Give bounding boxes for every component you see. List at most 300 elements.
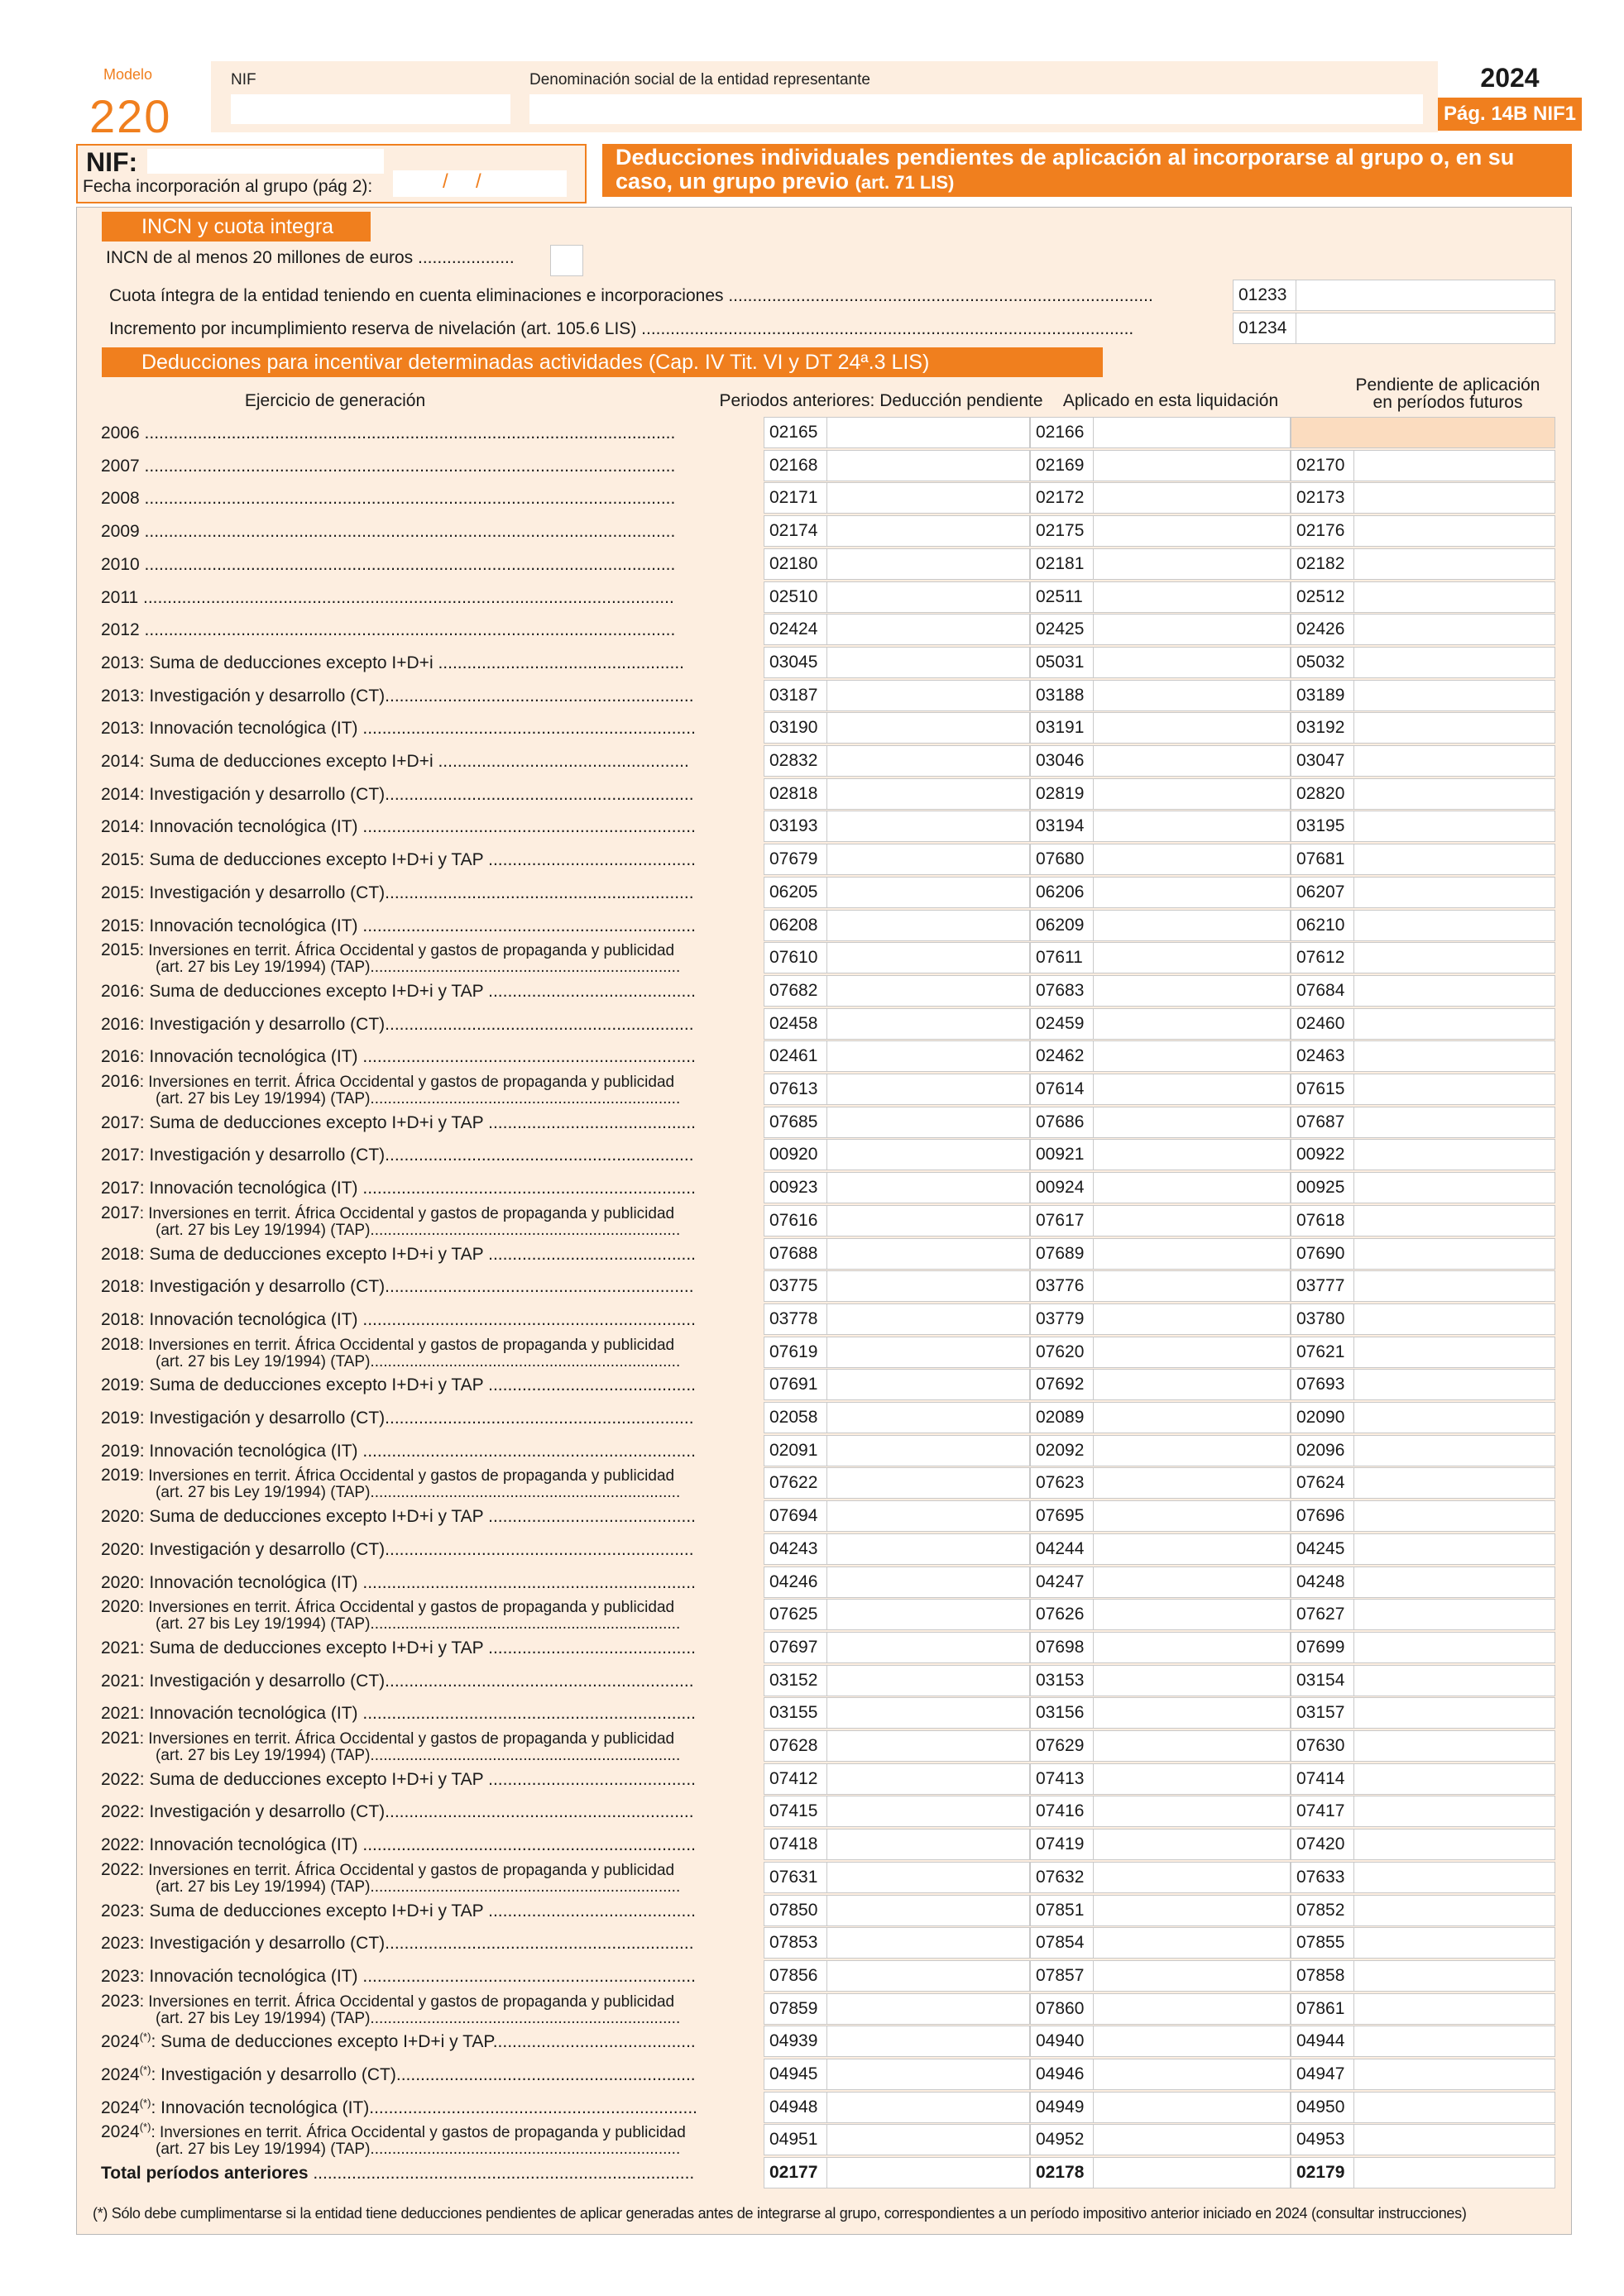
total-aplicado-field[interactable] bbox=[1030, 2157, 1291, 2188]
deduction-anteriores-field[interactable] bbox=[764, 1829, 1030, 1860]
deduction-anteriores-field[interactable] bbox=[764, 2059, 1030, 2090]
deduction-pendiente-field[interactable] bbox=[1291, 482, 1555, 514]
deduction-anteriores-field[interactable] bbox=[764, 2092, 1030, 2123]
deduction-aplicado-field[interactable] bbox=[1030, 942, 1291, 973]
deduction-anteriores-field[interactable] bbox=[764, 1270, 1030, 1302]
deduction-row-text: : Innovación tecnológica (IT) ..................................................................... bbox=[139, 817, 696, 836]
deduction-anteriores-field[interactable] bbox=[764, 1796, 1030, 1827]
deduction-pendiente-field[interactable] bbox=[1291, 647, 1555, 678]
deduction-aplicado-field[interactable] bbox=[1030, 1862, 1291, 1893]
field-code: 03156 bbox=[1031, 1698, 1094, 1728]
deduction-anteriores-field[interactable] bbox=[764, 548, 1030, 580]
deduction-pendiente-field[interactable] bbox=[1291, 515, 1555, 547]
field-code: 06209 bbox=[1031, 911, 1094, 940]
total-anteriores-field[interactable] bbox=[764, 2157, 1030, 2188]
deduction-row-text: : Inversiones en territ. África Occidental y gastos de propaganda y publicidad bbox=[151, 2124, 686, 2141]
deduction-row-year: 2021 bbox=[101, 1672, 140, 1691]
field-code: 03779 bbox=[1031, 1304, 1094, 1334]
field-code: 07850 bbox=[764, 1896, 827, 1925]
deduction-anteriores-field[interactable] bbox=[764, 1467, 1030, 1499]
field-code: 02181 bbox=[1031, 549, 1094, 579]
deduction-aplicado-field[interactable] bbox=[1030, 1008, 1291, 1040]
deduction-row-label-line bbox=[101, 1238, 755, 1263]
deduction-row-year: 2018 bbox=[101, 1310, 140, 1329]
deduction-row-year: 2016 bbox=[101, 982, 140, 1001]
deduction-row-label bbox=[101, 1796, 755, 1827]
nif-input[interactable] bbox=[231, 94, 510, 124]
deduction-row-label-line bbox=[101, 647, 755, 672]
field-code: 07684 bbox=[1291, 976, 1354, 1006]
deduction-pendiente-field[interactable] bbox=[1291, 1500, 1555, 1532]
deduction-row-text: : Investigación y desarrollo (CT)................................................................ bbox=[139, 1672, 694, 1691]
total-pendiente-field[interactable] bbox=[1291, 2157, 1555, 2188]
incn-row-label: Incremento por incumplimiento reserva de nivelación (art. 105.6 LIS) ...................................................................................................... bbox=[109, 319, 1134, 338]
deduction-anteriores-field[interactable] bbox=[764, 877, 1030, 908]
field-code: 07622 bbox=[764, 1468, 827, 1498]
deduction-row-label-line2: (art. 27 bis Ley 19/1994) (TAP)....................................................................... bbox=[156, 1878, 681, 1896]
deduction-aplicado-field[interactable] bbox=[1030, 680, 1291, 711]
deduction-aplicado-field[interactable] bbox=[1030, 1895, 1291, 1926]
deduction-anteriores-field[interactable] bbox=[764, 1435, 1030, 1466]
field-code: 03775 bbox=[764, 1271, 827, 1301]
field-code: 04245 bbox=[1291, 1534, 1354, 1564]
deduction-anteriores-field[interactable] bbox=[764, 1172, 1030, 1203]
deduction-anteriores-field[interactable] bbox=[764, 1599, 1030, 1630]
deduction-aplicado-field[interactable] bbox=[1030, 1139, 1291, 1170]
field-code: 03776 bbox=[1031, 1271, 1094, 1301]
field-code: 07856 bbox=[764, 1961, 827, 1991]
field-code: 07693 bbox=[1291, 1370, 1354, 1399]
deduction-aplicado-field[interactable] bbox=[1030, 745, 1291, 777]
deduction-row-text: : Innovación tecnológica (IT).................................................................... bbox=[151, 2098, 697, 2117]
deduction-anteriores-field[interactable] bbox=[764, 778, 1030, 810]
deduction-anteriores-field[interactable] bbox=[764, 1665, 1030, 1696]
deduction-row-label bbox=[101, 548, 755, 580]
deduction-row-text: .............................................................................................................. bbox=[139, 620, 676, 639]
field-code: 07420 bbox=[1291, 1830, 1354, 1859]
deduction-anteriores-field[interactable] bbox=[764, 1205, 1030, 1236]
deduction-pendiente-field[interactable] bbox=[1291, 417, 1555, 448]
field-code: 07857 bbox=[1031, 1961, 1094, 1991]
deduction-aplicado-field[interactable] bbox=[1030, 1337, 1291, 1368]
deduction-pendiente-field[interactable] bbox=[1291, 1172, 1555, 1203]
deduction-row-label bbox=[101, 450, 755, 481]
deduction-pendiente-field[interactable] bbox=[1291, 1008, 1555, 1040]
deduction-aplicado-field[interactable] bbox=[1030, 1567, 1291, 1598]
deduction-row-label-line bbox=[101, 877, 755, 902]
deduction-row-label bbox=[101, 1500, 755, 1532]
field-code: 07629 bbox=[1031, 1731, 1094, 1761]
deduction-aplicado-field[interactable] bbox=[1030, 1270, 1291, 1302]
deduction-pendiente-field[interactable] bbox=[1291, 1533, 1555, 1565]
deduction-pendiente-field[interactable] bbox=[1291, 1435, 1555, 1466]
deduction-pendiente-field[interactable] bbox=[1291, 548, 1555, 580]
deduction-aplicado-field[interactable] bbox=[1030, 581, 1291, 613]
deduction-pendiente-field[interactable] bbox=[1291, 581, 1555, 613]
field-code: 04244 bbox=[1031, 1534, 1094, 1564]
deduction-aplicado-field[interactable] bbox=[1030, 778, 1291, 810]
deduction-row-label-line bbox=[101, 1107, 755, 1131]
deduction-anteriores-field[interactable] bbox=[764, 1632, 1030, 1663]
deduction-aplicado-field[interactable] bbox=[1030, 1665, 1291, 1696]
deduction-aplicado-field[interactable] bbox=[1030, 2092, 1291, 2123]
deduction-aplicado-field[interactable] bbox=[1030, 1960, 1291, 1992]
field-code: 07618 bbox=[1291, 1206, 1354, 1236]
deduction-row-label-line bbox=[101, 417, 755, 442]
deduction-row-label-line2: (art. 27 bis Ley 19/1994) (TAP)....................................................................... bbox=[156, 2141, 681, 2158]
deduction-pendiente-field[interactable] bbox=[1291, 877, 1555, 908]
deduction-row-year: 2016 bbox=[101, 1015, 140, 1034]
deduction-anteriores-field[interactable] bbox=[764, 1369, 1030, 1400]
deduction-row-label bbox=[101, 1435, 755, 1466]
deduction-pendiente-field[interactable] bbox=[1291, 1960, 1555, 1992]
deduction-pendiente-field[interactable] bbox=[1291, 1205, 1555, 1236]
deduction-row-text: : Investigación y desarrollo (CT)................................................................ bbox=[139, 1540, 694, 1559]
deduction-row-text: : Investigación y desarrollo (CT)................................................................ bbox=[139, 1934, 694, 1953]
deduction-aplicado-field[interactable] bbox=[1030, 417, 1291, 448]
deduction-row-label-line bbox=[101, 614, 755, 639]
deduction-pendiente-field[interactable] bbox=[1291, 778, 1555, 810]
deduction-row-label bbox=[101, 811, 755, 842]
deduction-aplicado-field[interactable] bbox=[1030, 1467, 1291, 1499]
deduction-aplicado-field[interactable] bbox=[1030, 1599, 1291, 1630]
deduction-aplicado-field[interactable] bbox=[1030, 1763, 1291, 1795]
deduction-aplicado-field[interactable] bbox=[1030, 647, 1291, 678]
deduction-row-label-line2: (art. 27 bis Ley 19/1994) (TAP)....................................................................... bbox=[156, 2010, 681, 2027]
deduction-anteriores-field[interactable] bbox=[764, 614, 1030, 645]
field-code: 02460 bbox=[1291, 1009, 1354, 1039]
deduction-pendiente-field[interactable] bbox=[1291, 1107, 1555, 1138]
deduction-row-label-line bbox=[101, 844, 755, 868]
deduction-aplicado-field[interactable] bbox=[1030, 450, 1291, 481]
field-code: 02173 bbox=[1291, 483, 1354, 513]
field-code: 04944 bbox=[1291, 2026, 1354, 2056]
year-box: 2024 bbox=[1438, 61, 1582, 94]
deduction-pendiente-field[interactable] bbox=[1291, 2026, 1555, 2057]
deduction-row-year: 2013 bbox=[101, 653, 140, 672]
deduction-aplicado-field[interactable] bbox=[1030, 1402, 1291, 1433]
field-code: 02092 bbox=[1031, 1436, 1094, 1466]
field-code: 04945 bbox=[764, 2059, 827, 2089]
deduction-row-year: 2017 bbox=[101, 1146, 140, 1165]
deduction-pendiente-field[interactable] bbox=[1291, 942, 1555, 973]
deduction-row-text: : Suma de deducciones excepto I+D+i y TAP ........................................... bbox=[139, 1638, 697, 1657]
deduction-row-text: .............................................................................................................. bbox=[139, 423, 676, 442]
deduction-pendiente-field[interactable] bbox=[1291, 1270, 1555, 1302]
deduction-anteriores-field[interactable] bbox=[764, 1730, 1030, 1762]
deduction-anteriores-field[interactable] bbox=[764, 647, 1030, 678]
deduction-row-year: 2019 bbox=[101, 1442, 140, 1461]
field-code: 07694 bbox=[764, 1501, 827, 1531]
deduction-row-year: 2017 bbox=[101, 1203, 140, 1222]
deduction-pendiente-field[interactable] bbox=[1291, 1303, 1555, 1335]
deduction-row-year: 2020 bbox=[101, 1507, 140, 1526]
deduction-row-text: : Inversiones en territ. África Occidental y gastos de propaganda y publicidad bbox=[139, 1730, 675, 1748]
field-code: 07416 bbox=[1031, 1796, 1094, 1826]
deduction-pendiente-field[interactable] bbox=[1291, 1927, 1555, 1959]
deduction-row-label-line bbox=[101, 1796, 755, 1820]
deduction-row-label-line bbox=[101, 1074, 755, 1091]
deduction-pendiente-field[interactable] bbox=[1291, 1697, 1555, 1729]
deduction-pendiente-field[interactable] bbox=[1291, 1829, 1555, 1860]
deduction-row-year: 2022 bbox=[101, 1860, 140, 1879]
field-code: 06206 bbox=[1031, 878, 1094, 907]
field-code: 02818 bbox=[764, 779, 827, 809]
deduction-aplicado-field[interactable] bbox=[1030, 1993, 1291, 2025]
deduction-pendiente-field[interactable] bbox=[1291, 1796, 1555, 1827]
deduction-anteriores-field[interactable] bbox=[764, 1303, 1030, 1335]
deduction-row-year: 2015 bbox=[101, 940, 140, 959]
deduction-aplicado-field[interactable] bbox=[1030, 515, 1291, 547]
deduction-pendiente-field[interactable] bbox=[1291, 614, 1555, 645]
deduction-row-label-line bbox=[101, 1533, 755, 1558]
deduction-row-label-line bbox=[101, 1303, 755, 1328]
deduction-aplicado-field[interactable] bbox=[1030, 1172, 1291, 1203]
deduction-anteriores-field[interactable] bbox=[764, 1960, 1030, 1992]
deduction-aplicado-field[interactable] bbox=[1030, 1303, 1291, 1335]
deduction-aplicado-field[interactable] bbox=[1030, 548, 1291, 580]
deduction-anteriores-field[interactable] bbox=[764, 1337, 1030, 1368]
deduction-row-label bbox=[101, 940, 755, 976]
field-code: 07631 bbox=[764, 1863, 827, 1892]
field-code: 02512 bbox=[1291, 582, 1354, 612]
deduction-pendiente-field[interactable] bbox=[1291, 450, 1555, 481]
total-row-label bbox=[101, 2165, 755, 2182]
deduction-anteriores-field[interactable] bbox=[764, 975, 1030, 1007]
deduction-anteriores-field[interactable] bbox=[764, 1074, 1030, 1105]
field-code: 02463 bbox=[1291, 1041, 1354, 1071]
deduction-pendiente-field[interactable] bbox=[1291, 1895, 1555, 1926]
deduction-anteriores-field[interactable] bbox=[764, 1862, 1030, 1893]
deduction-anteriores-field[interactable] bbox=[764, 844, 1030, 875]
incn-row-field[interactable] bbox=[1233, 313, 1555, 344]
deduction-aplicado-field[interactable] bbox=[1030, 2026, 1291, 2057]
deduction-aplicado-field[interactable] bbox=[1030, 482, 1291, 514]
deduction-anteriores-field[interactable] bbox=[764, 1895, 1030, 1926]
deduction-aplicado-field[interactable] bbox=[1030, 1074, 1291, 1105]
deduction-anteriores-field[interactable] bbox=[764, 1040, 1030, 1072]
field-code: 07613 bbox=[764, 1074, 827, 1104]
col-pendiente-header-2: en períodos futuros bbox=[1372, 393, 1523, 412]
fecha-incorporacion-input[interactable] bbox=[393, 170, 567, 197]
deduction-aplicado-field[interactable] bbox=[1030, 2059, 1291, 2090]
deduction-row-year: 2009 bbox=[101, 522, 140, 541]
deduction-aplicado-field[interactable] bbox=[1030, 1435, 1291, 1466]
field-code: 03189 bbox=[1291, 681, 1354, 710]
deduction-aplicado-field[interactable] bbox=[1030, 844, 1291, 875]
deduction-pendiente-field[interactable] bbox=[1291, 844, 1555, 875]
field-code: 07419 bbox=[1031, 1830, 1094, 1859]
deduction-row-year: 2018 bbox=[101, 1277, 140, 1296]
field-code: 07858 bbox=[1291, 1961, 1354, 1991]
field-code: 07617 bbox=[1031, 1206, 1094, 1236]
deduction-pendiente-field[interactable] bbox=[1291, 1337, 1555, 1368]
deduction-aplicado-field[interactable] bbox=[1030, 1730, 1291, 1762]
field-code: 07611 bbox=[1031, 943, 1094, 973]
field-code: 07415 bbox=[764, 1796, 827, 1826]
nif-label: NIF bbox=[231, 71, 256, 88]
deduction-anteriores-field[interactable] bbox=[764, 745, 1030, 777]
deduction-anteriores-field[interactable] bbox=[764, 1993, 1030, 2025]
deduction-row-label bbox=[101, 1040, 755, 1072]
deduction-anteriores-field[interactable] bbox=[764, 2124, 1030, 2155]
field-code: 04950 bbox=[1291, 2093, 1354, 2122]
deduction-row-label-line bbox=[101, 1730, 755, 1748]
deduction-anteriores-field[interactable] bbox=[764, 2026, 1030, 2057]
deduction-anteriores-field[interactable] bbox=[764, 482, 1030, 514]
deducciones-section-title: Deducciones para incentivar determinadas actividades (Cap. IV Tit. VI y DT 24ª.3 LIS) bbox=[102, 347, 1103, 377]
deduction-row-text: : Investigación y desarrollo (CT)................................................................ bbox=[139, 1409, 694, 1428]
denominacion-label: Denominación social de la entidad representante bbox=[529, 71, 870, 88]
deduction-anteriores-field[interactable] bbox=[764, 1500, 1030, 1532]
deduction-aplicado-field[interactable] bbox=[1030, 1697, 1291, 1729]
deduction-row-label-line bbox=[101, 450, 755, 475]
deduction-row-year: 2017 bbox=[101, 1113, 140, 1132]
field-code: 07615 bbox=[1291, 1074, 1354, 1104]
deduction-pendiente-field[interactable] bbox=[1291, 1402, 1555, 1433]
deduction-row-year: 2008 bbox=[101, 489, 140, 508]
deduction-pendiente-field[interactable] bbox=[1291, 680, 1555, 711]
deduction-row-year: 2024 bbox=[101, 2122, 140, 2141]
deduction-row-text: : Investigación y desarrollo (CT)................................................................ bbox=[139, 686, 694, 706]
deduction-row-year: 2020 bbox=[101, 1597, 140, 1616]
denominacion-input[interactable] bbox=[529, 94, 1423, 124]
deduction-pendiente-field[interactable] bbox=[1291, 712, 1555, 744]
field-code: 02089 bbox=[1031, 1403, 1094, 1433]
deduction-pendiente-field[interactable] bbox=[1291, 1993, 1555, 2025]
deduction-pendiente-field[interactable] bbox=[1291, 1074, 1555, 1105]
field-code: 07625 bbox=[764, 1600, 827, 1629]
deduction-aplicado-field[interactable] bbox=[1030, 1829, 1291, 1860]
deduction-pendiente-field[interactable] bbox=[1291, 1665, 1555, 1696]
deduction-anteriores-field[interactable] bbox=[764, 1533, 1030, 1565]
deduction-aplicado-field[interactable] bbox=[1030, 1107, 1291, 1138]
deduction-pendiente-field[interactable] bbox=[1291, 1139, 1555, 1170]
deduction-pendiente-field[interactable] bbox=[1291, 2092, 1555, 2123]
deduction-aplicado-field[interactable] bbox=[1030, 1500, 1291, 1532]
deduction-anteriores-field[interactable] bbox=[764, 450, 1030, 481]
field-code: 04243 bbox=[764, 1534, 827, 1564]
deduction-anteriores-field[interactable] bbox=[764, 1927, 1030, 1959]
deduction-pendiente-field[interactable] bbox=[1291, 1238, 1555, 1270]
deduction-pendiente-field[interactable] bbox=[1291, 975, 1555, 1007]
deduction-aplicado-field[interactable] bbox=[1030, 1369, 1291, 1400]
deduction-pendiente-field[interactable] bbox=[1291, 1467, 1555, 1499]
field-code: 02166 bbox=[1031, 418, 1094, 447]
field-code: 02182 bbox=[1291, 549, 1354, 579]
deduction-row-text: : Suma de deducciones excepto I+D+i y TAP ........................................... bbox=[139, 1770, 697, 1789]
deduction-row-text: : Investigación y desarrollo (CT)................................................................ bbox=[139, 1802, 694, 1821]
deduction-aplicado-field[interactable] bbox=[1030, 975, 1291, 1007]
deduction-row-text: : Innovación tecnológica (IT) ..................................................................... bbox=[139, 916, 696, 935]
field-code: 04947 bbox=[1291, 2059, 1354, 2089]
field-code: 07698 bbox=[1031, 1633, 1094, 1662]
deduction-anteriores-field[interactable] bbox=[764, 1567, 1030, 1598]
deduction-anteriores-field[interactable] bbox=[764, 910, 1030, 941]
deduction-anteriores-field[interactable] bbox=[764, 417, 1030, 448]
deduction-aplicado-field[interactable] bbox=[1030, 1533, 1291, 1565]
deduction-row-year: 2023 bbox=[101, 1934, 140, 1953]
field-code: 04951 bbox=[764, 2125, 827, 2155]
deduction-pendiente-field[interactable] bbox=[1291, 910, 1555, 941]
deduction-pendiente-field[interactable] bbox=[1291, 1369, 1555, 1400]
deduction-anteriores-field[interactable] bbox=[764, 942, 1030, 973]
field-code: 03778 bbox=[764, 1304, 827, 1334]
deduction-anteriores-field[interactable] bbox=[764, 680, 1030, 711]
deduction-aplicado-field[interactable] bbox=[1030, 877, 1291, 908]
deduction-aplicado-field[interactable] bbox=[1030, 1796, 1291, 1827]
deduction-pendiente-field[interactable] bbox=[1291, 1632, 1555, 1663]
deduction-pendiente-field[interactable] bbox=[1291, 2124, 1555, 2155]
deduction-anteriores-field[interactable] bbox=[764, 811, 1030, 842]
deduction-pendiente-field[interactable] bbox=[1291, 1567, 1555, 1598]
field-code: 07413 bbox=[1031, 1764, 1094, 1794]
deduction-pendiente-field[interactable] bbox=[1291, 2059, 1555, 2090]
deduction-aplicado-field[interactable] bbox=[1030, 712, 1291, 744]
deduction-pendiente-field[interactable] bbox=[1291, 1040, 1555, 1072]
deduction-aplicado-field[interactable] bbox=[1030, 1040, 1291, 1072]
field-code: 02172 bbox=[1031, 483, 1094, 513]
deduction-row-year: 2014 bbox=[101, 817, 140, 836]
field-code: 02179 bbox=[1291, 2158, 1354, 2188]
field-code: 03780 bbox=[1291, 1304, 1354, 1334]
deduction-anteriores-field[interactable] bbox=[764, 581, 1030, 613]
deduction-row-label bbox=[101, 1402, 755, 1433]
deduction-anteriores-field[interactable] bbox=[764, 1107, 1030, 1138]
deduction-pendiente-field[interactable] bbox=[1291, 1862, 1555, 1893]
deduction-row-label-line bbox=[101, 1369, 755, 1394]
deduction-aplicado-field[interactable] bbox=[1030, 910, 1291, 941]
deduction-pendiente-field[interactable] bbox=[1291, 1763, 1555, 1795]
deduction-row-label bbox=[101, 1597, 755, 1633]
deduction-anteriores-field[interactable] bbox=[764, 1139, 1030, 1170]
deduction-pendiente-field[interactable] bbox=[1291, 1730, 1555, 1762]
deduction-aplicado-field[interactable] bbox=[1030, 2124, 1291, 2155]
deduction-aplicado-field[interactable] bbox=[1030, 1238, 1291, 1270]
deduction-row-label-line2: (art. 27 bis Ley 19/1994) (TAP)....................................................................... bbox=[156, 1615, 681, 1633]
deduction-row-text: .............................................................................................................. bbox=[139, 522, 676, 541]
field-code: 07853 bbox=[764, 1928, 827, 1958]
deduction-row-label-line bbox=[101, 581, 755, 606]
incn-checkbox[interactable] bbox=[550, 245, 583, 276]
deduction-anteriores-field[interactable] bbox=[764, 1697, 1030, 1729]
deduction-aplicado-field[interactable] bbox=[1030, 1632, 1291, 1663]
field-code: 03190 bbox=[764, 713, 827, 743]
deduction-aplicado-field[interactable] bbox=[1030, 811, 1291, 842]
deduction-anteriores-field[interactable] bbox=[764, 712, 1030, 744]
deduction-pendiente-field[interactable] bbox=[1291, 745, 1555, 777]
deduction-aplicado-field[interactable] bbox=[1030, 614, 1291, 645]
nif-identification-input[interactable] bbox=[147, 149, 384, 174]
deduction-anteriores-field[interactable] bbox=[764, 515, 1030, 547]
deduction-anteriores-field[interactable] bbox=[764, 1008, 1030, 1040]
deduction-anteriores-field[interactable] bbox=[764, 1238, 1030, 1270]
deduction-row-label bbox=[101, 1763, 755, 1795]
deduction-row-sup: (*) bbox=[139, 2031, 151, 2043]
deduction-row-text: : Investigación y desarrollo (CT)................................................................ bbox=[139, 1277, 694, 1296]
field-code: 03157 bbox=[1291, 1698, 1354, 1728]
deduction-anteriores-field[interactable] bbox=[764, 1402, 1030, 1433]
deduction-pendiente-field[interactable] bbox=[1291, 811, 1555, 842]
field-code: 04939 bbox=[764, 2026, 827, 2056]
deduction-anteriores-field[interactable] bbox=[764, 1763, 1030, 1795]
deduction-pendiente-field[interactable] bbox=[1291, 1599, 1555, 1630]
deduction-aplicado-field[interactable] bbox=[1030, 1205, 1291, 1236]
deduction-row-label-line bbox=[101, 1927, 755, 1952]
deduction-row-label-line2: (art. 27 bis Ley 19/1994) (TAP)....................................................................... bbox=[156, 959, 681, 976]
deduction-aplicado-field[interactable] bbox=[1030, 1927, 1291, 1959]
incn-row-field[interactable] bbox=[1233, 280, 1555, 311]
